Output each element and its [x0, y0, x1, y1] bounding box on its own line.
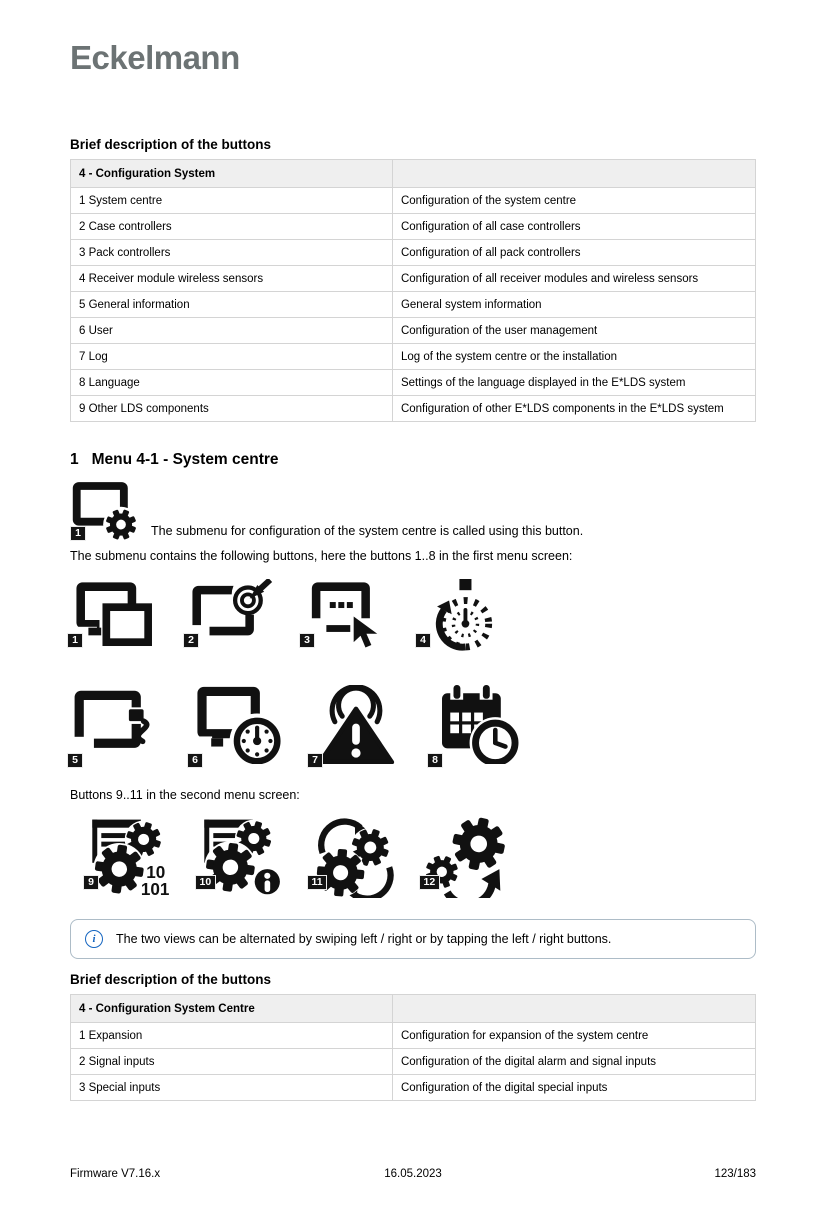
- table-cell-label: 3 Pack controllers: [71, 240, 393, 266]
- menu-button-tile: [70, 685, 162, 769]
- table-row: [71, 292, 756, 318]
- table-cell-desc: Configuration of all receiver modules and wireless sensors: [392, 266, 755, 292]
- table-header-label: 4 - Configuration System Centre: [71, 995, 393, 1023]
- table-cell-desc: Configuration of the user management: [392, 318, 755, 344]
- button-number-badge: 2: [183, 633, 199, 648]
- footer-date: 16.05.2023: [384, 1168, 442, 1180]
- table-cell-label: 5 General information: [71, 292, 393, 318]
- menu-button-tile: [302, 579, 390, 649]
- menu-button-tile: [86, 815, 176, 898]
- binary-text: 101: [140, 880, 170, 898]
- dual-screens-icon: [70, 579, 158, 649]
- button-number-badge: 11: [307, 875, 327, 890]
- table-cell-label: 6 User: [71, 318, 393, 344]
- button-number-badge: 6: [187, 753, 203, 768]
- config-system-table: [70, 159, 756, 422]
- button-number-badge: 1: [67, 633, 83, 648]
- footer-page-number: 123/183: [714, 1168, 757, 1180]
- button-number-badge: 7: [307, 753, 323, 768]
- button-number-badge: 9: [83, 875, 99, 890]
- table-row: [71, 240, 756, 266]
- button-number-badge: 5: [67, 753, 83, 768]
- table-row: [71, 370, 756, 396]
- menu-button-tile: [70, 481, 142, 541]
- table-cell-label: 4 Receiver module wireless sensors: [71, 266, 393, 292]
- menu-button-tile: [70, 579, 158, 649]
- menu-screen-1-row-2: [70, 685, 756, 769]
- menu-button-tile: [430, 685, 522, 769]
- table-cell-label: 9 Other LDS components: [71, 396, 393, 422]
- intro-row: [70, 481, 756, 541]
- table-row: [71, 214, 756, 240]
- section-heading-bottom: Brief description of the buttons: [70, 972, 271, 987]
- screen-target-icon: [186, 579, 274, 649]
- table-cell-label: 2 Case controllers: [71, 214, 393, 240]
- table-row: [71, 266, 756, 292]
- chapter-heading: [70, 451, 756, 469]
- button-number-badge: 4: [415, 633, 431, 648]
- brand-logo: Eckelmann: [70, 39, 240, 76]
- table-row: [71, 188, 756, 214]
- screen-menu-cursor-icon: [302, 579, 390, 649]
- binary-text: 10: [146, 863, 166, 883]
- button-number-badge: 1: [70, 526, 86, 541]
- calendar-clock-icon: [430, 685, 522, 764]
- menu-button-tile: [198, 815, 288, 895]
- table-header-empty: [392, 995, 755, 1023]
- page-footer: [70, 1168, 756, 1180]
- table-row: [71, 1023, 756, 1049]
- button-number-badge: 8: [427, 753, 443, 768]
- table-row: [71, 396, 756, 422]
- menu-button-tile: [310, 685, 402, 769]
- table-row: [71, 1049, 756, 1075]
- menu-button-tile: [422, 815, 512, 895]
- button-number-badge: 12: [419, 875, 440, 890]
- table-row: [71, 318, 756, 344]
- section-heading-top: Brief description of the buttons: [70, 137, 271, 152]
- info-icon: i: [85, 930, 103, 948]
- button-number-badge: 10: [195, 875, 216, 890]
- table-header-empty: [392, 160, 755, 188]
- menu-button-tile: [310, 815, 400, 895]
- table-cell-desc: Configuration of all case controllers: [392, 214, 755, 240]
- table-cell-label: 1 Expansion: [71, 1023, 393, 1049]
- report-gears-binary-icon: [86, 815, 176, 898]
- chapter-title: Menu 4-1 - System centre: [91, 451, 279, 468]
- table-header-label: 4 - Configuration System: [71, 160, 393, 188]
- footer-firmware-version: Firmware V7.16.x: [70, 1168, 161, 1180]
- table-cell-desc: General system information: [392, 292, 755, 318]
- config-system-centre-table: [70, 994, 756, 1101]
- screen-cable-icon: [70, 685, 162, 761]
- table-row: [71, 1075, 756, 1101]
- table-cell-desc: Configuration of other E*LDS components in the E*LDS system: [392, 396, 755, 422]
- screen-gauge-icon: [190, 685, 282, 764]
- table-cell-label: 8 Language: [71, 370, 393, 396]
- document-page: [0, 41, 827, 1101]
- table-cell-desc: Settings of the language displayed in the E*LDS system: [392, 370, 755, 396]
- timer-icon: [418, 579, 506, 653]
- button-number-badge: 3: [299, 633, 315, 648]
- table-cell-label: 1 System centre: [71, 188, 393, 214]
- table-cell-desc: Configuration of the digital special inputs: [392, 1075, 755, 1101]
- info-note-text: The two views can be alternated by swiping left / right or by tapping the left / right buttons.: [116, 932, 612, 946]
- table-cell-desc: Configuration for expansion of the system centre: [392, 1023, 755, 1049]
- menu-button-tile: [190, 685, 282, 769]
- info-note-box: [70, 919, 756, 959]
- table-cell-label: 2 Signal inputs: [71, 1049, 393, 1075]
- submenu-description: The submenu contains the following buttons, here the buttons 1..8 in the first menu screen:: [70, 549, 573, 563]
- menu-button-tile: [186, 579, 274, 649]
- table-cell-label: 7 Log: [71, 344, 393, 370]
- table-header-row: [71, 160, 756, 188]
- table-cell-desc: Configuration of all pack controllers: [392, 240, 755, 266]
- menu-screen-1-row-1: [70, 579, 756, 649]
- second-screen-description: Buttons 9..11 in the second menu screen:: [70, 788, 300, 802]
- menu-screen-2-row: [86, 815, 756, 898]
- table-cell-desc: Configuration of the digital alarm and signal inputs: [392, 1049, 755, 1075]
- intro-text: The submenu for configuration of the system centre is called using this button.: [151, 524, 584, 538]
- table-row: [71, 344, 756, 370]
- antenna-alarm-icon: [310, 685, 402, 764]
- menu-button-tile: [418, 579, 506, 649]
- table-cell-label: 3 Special inputs: [71, 1075, 393, 1101]
- table-header-row: [71, 995, 756, 1023]
- table-cell-desc: Log of the system centre or the installation: [392, 344, 755, 370]
- table-cell-desc: Configuration of the system centre: [392, 188, 755, 214]
- chapter-number: 1: [70, 451, 79, 468]
